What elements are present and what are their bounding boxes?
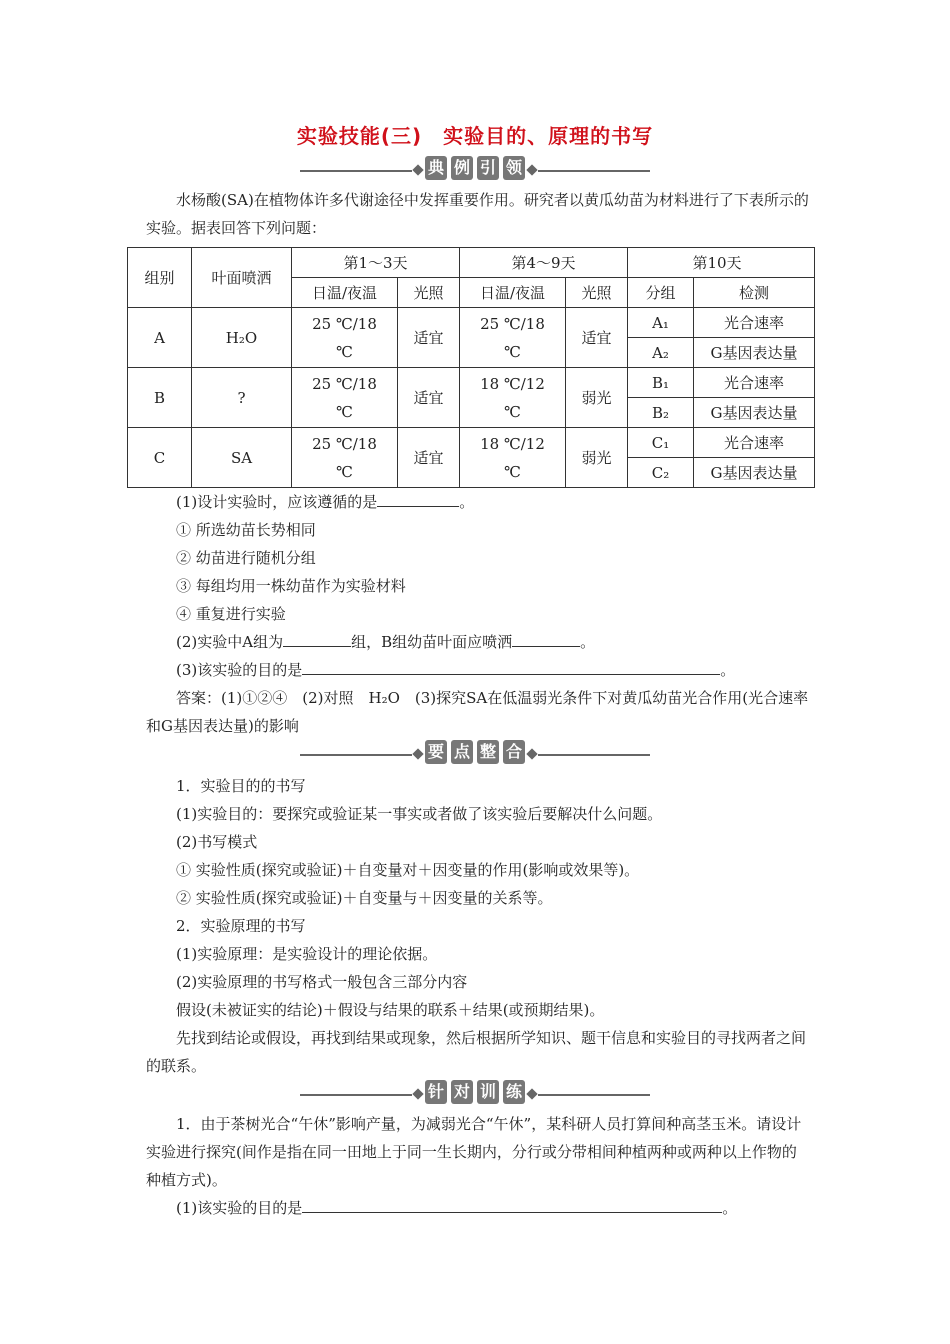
cell-temp: 25 ℃/18 ℃ <box>292 308 398 368</box>
header-subgroup: 分组 <box>628 278 694 308</box>
cell-group: C <box>128 428 192 488</box>
question-text: 。 <box>459 493 475 511</box>
header-day1-3: 第1～3天 <box>292 248 460 278</box>
point-line: ② 实验性质(探究或验证)＋自变量与＋因变量的关系等。 <box>176 889 553 907</box>
cell-spray: SA <box>192 428 292 488</box>
cell-light: 适宜 <box>398 368 460 428</box>
point-line: 1．实验目的的书写 <box>176 777 306 795</box>
section-banner-summary <box>300 740 650 770</box>
cell-subgroup: C₂ <box>628 458 694 488</box>
answer-blank[interactable] <box>377 488 459 507</box>
question-text: (1)设计实验时，应该遵循的是 <box>176 493 378 511</box>
question-text: 。 <box>720 661 736 679</box>
answer-blank[interactable] <box>512 628 580 647</box>
header-temp: 日温/夜温 <box>460 278 566 308</box>
question-text: 。 <box>722 1199 738 1217</box>
training-question-1 <box>176 1194 856 1222</box>
cell-subgroup: A₁ <box>628 308 694 338</box>
header-detect: 检测 <box>694 278 815 308</box>
option-1: ① 所选幼苗长势相同 <box>176 521 316 539</box>
banner-char: 整 <box>477 740 499 764</box>
cell-light: 适宜 <box>398 428 460 488</box>
banner-char: 合 <box>503 740 525 764</box>
intro-paragraph: 水杨酸(SA)在植物体许多代谢途径中发挥重要作用。研究者以黄瓜幼苗为材料进行了下表所示的实验。据表回答下列问题： <box>146 191 809 237</box>
banner-char: 练 <box>503 1080 525 1104</box>
banner-char: 例 <box>451 156 473 180</box>
answer-blank[interactable] <box>302 1194 722 1213</box>
answer-blank[interactable] <box>302 656 720 675</box>
cell-subgroup: B₂ <box>628 398 694 428</box>
header-group: 组别 <box>128 248 192 308</box>
cell-light: 适宜 <box>566 308 628 368</box>
cell-subgroup: B₁ <box>628 368 694 398</box>
header-spray: 叶面喷洒 <box>192 248 292 308</box>
section-banner-training <box>300 1080 650 1110</box>
banner-char: 引 <box>477 156 499 180</box>
page-title: 实验技能(三) 实验目的、原理的书写 <box>296 124 654 148</box>
point-line: (2)书写模式 <box>176 833 258 851</box>
point-line: ① 实验性质(探究或验证)＋自变量对＋因变量的作用(影响或效果等)。 <box>176 861 640 879</box>
cell-temp: 18 ℃/12 ℃ <box>460 368 566 428</box>
experiment-table <box>127 247 815 488</box>
cell-detect: G基因表达量 <box>694 458 815 488</box>
header-day10: 第10天 <box>628 248 815 278</box>
cell-light: 弱光 <box>566 368 628 428</box>
question-3 <box>176 656 856 684</box>
header-day4-9: 第4～9天 <box>460 248 628 278</box>
cell-detect: 光合速率 <box>694 368 815 398</box>
option-2: ② 幼苗进行随机分组 <box>176 549 316 567</box>
question-text: (3)该实验的目的是 <box>176 661 303 679</box>
cell-group: A <box>128 308 192 368</box>
question-2 <box>176 628 856 656</box>
banner-char: 点 <box>451 740 473 764</box>
point-line: (2)实验原理的书写格式一般包含三部分内容 <box>176 973 468 991</box>
point-paragraph: 先找到结论或假设，再找到结果或现象，然后根据所学知识、题干信息和实验目的寻找两者之间的联系。 <box>146 1029 807 1075</box>
cell-subgroup: A₂ <box>628 338 694 368</box>
cell-temp: 18 ℃/12 ℃ <box>460 428 566 488</box>
cell-detect: G基因表达量 <box>694 338 815 368</box>
point-line: (1)实验原理：是实验设计的理论依据。 <box>176 945 438 963</box>
cell-temp: 25 ℃/18 ℃ <box>292 428 398 488</box>
answer-paragraph: 答案：(1)①②④ (2)对照 H₂O (3)探究SA在低温弱光条件下对黄瓜幼苗光合作用(光合速率和G基因表达量)的影响 <box>146 689 809 735</box>
question-text: (1)该实验的目的是 <box>176 1199 303 1217</box>
cell-subgroup: C₁ <box>628 428 694 458</box>
header-light: 光照 <box>398 278 460 308</box>
option-3: ③ 每组均用一株幼苗作为实验材料 <box>176 577 406 595</box>
question-1 <box>176 488 856 516</box>
cell-light: 弱光 <box>566 428 628 488</box>
option-4: ④ 重复进行实验 <box>176 605 286 623</box>
header-light: 光照 <box>566 278 628 308</box>
section-banner-example <box>300 156 650 186</box>
header-temp: 日温/夜温 <box>292 278 398 308</box>
banner-char: 典 <box>425 156 447 180</box>
cell-group: B <box>128 368 192 428</box>
answer-blank[interactable] <box>283 628 351 647</box>
point-line: 假设(未被证实的结论)＋假设与结果的联系＋结果(或预期结果)。 <box>176 1001 605 1019</box>
cell-detect: 光合速率 <box>694 308 815 338</box>
question-text: 。 <box>580 633 596 651</box>
cell-light: 适宜 <box>398 308 460 368</box>
cell-temp: 25 ℃/18 ℃ <box>460 308 566 368</box>
training-paragraph: 1．由于茶树光合“午休”影响产量，为减弱光合“午休”，某科研人员打算间种高茎玉米。请设计实验进行探究(间作是指在同一田地上于同一生长期内，分行或分带相间种植两种或两种以上作物的种植方式)。 <box>146 1115 802 1189</box>
question-text: 组，B组幼苗叶面应喷洒 <box>351 633 513 651</box>
question-text: (2)实验中A组为 <box>176 633 284 651</box>
banner-char: 训 <box>477 1080 499 1104</box>
banner-char: 对 <box>451 1080 473 1104</box>
banner-char: 领 <box>503 156 525 180</box>
banner-char: 针 <box>425 1080 447 1104</box>
cell-detect: 光合速率 <box>694 428 815 458</box>
point-line: (1)实验目的：要探究或验证某一事实或者做了该实验后要解决什么问题。 <box>176 805 663 823</box>
cell-temp: 25 ℃/18 ℃ <box>292 368 398 428</box>
cell-spray: ? <box>192 368 292 428</box>
point-line: 2．实验原理的书写 <box>176 917 306 935</box>
banner-char: 要 <box>425 740 447 764</box>
cell-detect: G基因表达量 <box>694 398 815 428</box>
cell-spray: H₂O <box>192 308 292 368</box>
